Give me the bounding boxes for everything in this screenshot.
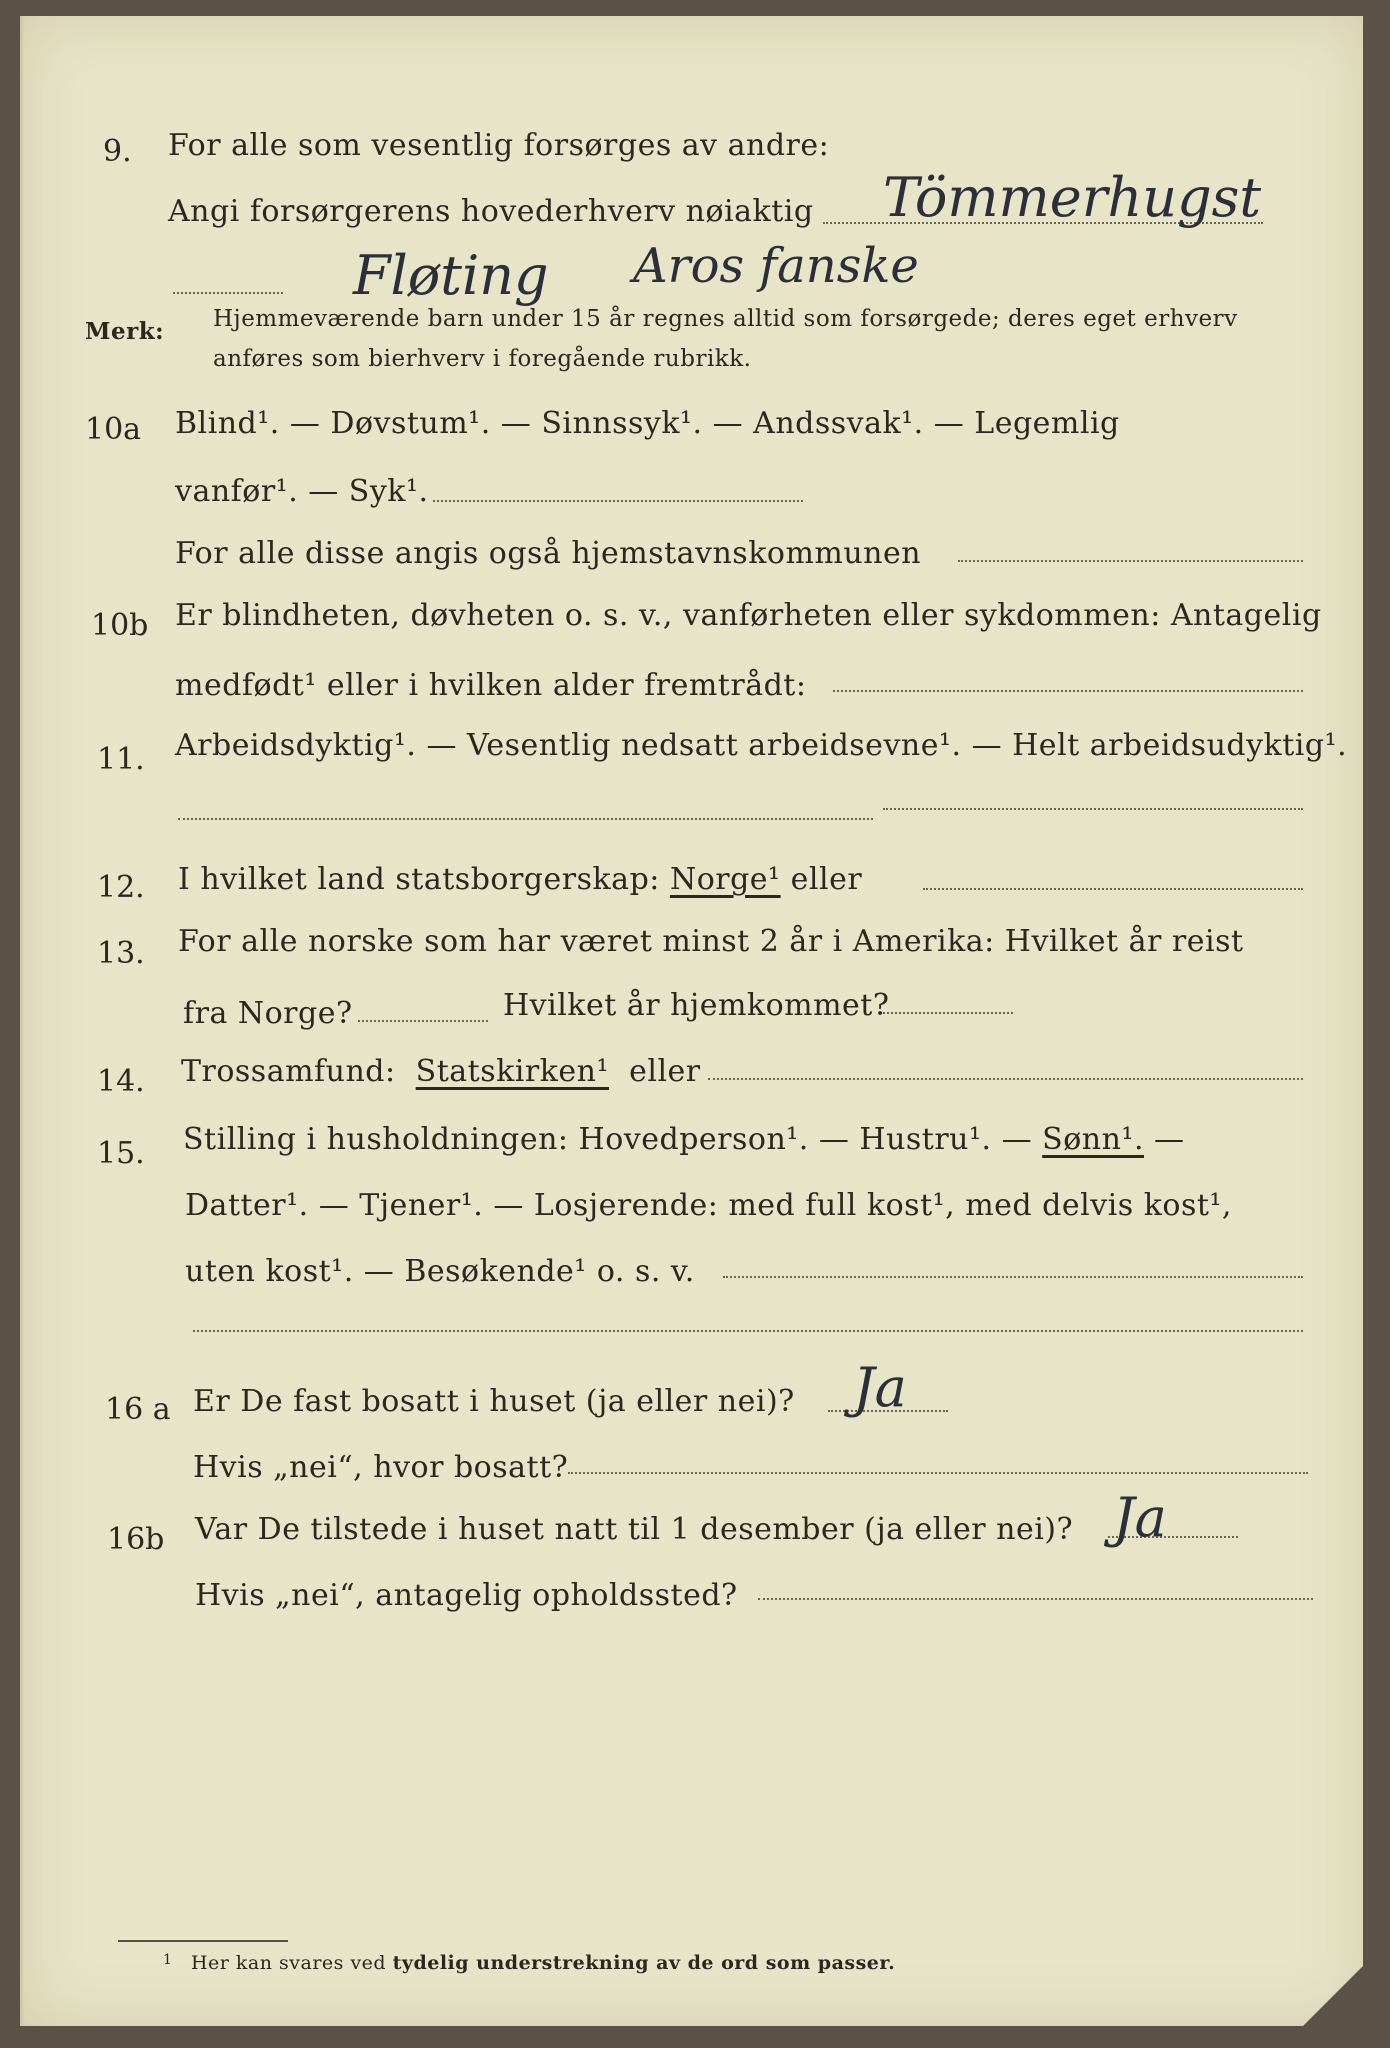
q16a-line1: Er De fast bosatt i huset (ja eller nei)? [193,1384,795,1419]
q16b-line1: Var De tilstede i huset natt til 1 desember (ja eller nei)? [195,1512,1074,1547]
q12-dotted-line [923,888,1303,890]
q9-answer-floting: Fløting [353,244,549,307]
q11-dotted-line [178,818,873,820]
footnote-pre: Her kan svares ved [190,1952,387,1974]
q13-dotted-line-2 [883,1012,1013,1014]
q10a-line1: Blind¹. — Døvstum¹. — Sinnssyk¹. — Andssvak¹. — Legemlig [175,406,1120,441]
q16a-answer: Ja [853,1356,907,1419]
q16b-number: 16b [107,1522,165,1557]
q12-number [97,870,145,905]
q9-answer-occupation: Tömmerhugst [883,166,1262,229]
footnote-bold: tydelig understrekning av de ord som passer. [392,1952,896,1974]
q15-line1-post: — [1154,1122,1185,1157]
q11-dotted-line-2 [883,808,1303,810]
q11-line1: Arbeidsdyktig¹. — Vesentlig nedsatt arbeidsevne¹. — Helt arbeidsudyktig¹. [175,728,1348,763]
q16a-dotted-line-2 [568,1472,1308,1474]
q10a-number: 10a [85,412,142,447]
q12-underlined: Norge¹ [669,862,781,897]
q15-line1 [183,1122,1185,1157]
q14-underlined: Statskirken¹ [415,1054,610,1089]
census-form-page [20,16,1363,2026]
q16b-dotted-line-2 [758,1598,1313,1600]
q14-number: 14. [97,1064,145,1099]
footnote-rule [118,1940,288,1942]
q16a-number: 16 a [105,1392,171,1427]
q10a-dotted-line [433,500,803,502]
q9-dotted-line-2 [173,292,283,294]
q10a-line3: For alle disse angis også hjemstavnskommunen [175,536,922,571]
q15-line1-pre: Stilling i husholdningen: Hovedperson¹. — Hustru¹. — [183,1122,1033,1157]
q11-number: 11. [97,742,145,777]
q15-dotted-line [723,1276,1303,1278]
q13-line2b: Hvilket år hjemkommet? [503,988,890,1023]
q10b-dotted-line [833,690,1303,692]
q13-line1: For alle norske som har været minst 2 år i Amerika: Hvilket år reist [178,924,1244,959]
q14-line [181,1054,701,1089]
torn-corner [1303,1966,1363,2026]
q10b-line1: Er blindheten, døvheten o. s. v., vanførheten eller sykdommen: Antagelig [175,598,1322,633]
q13-number: 13. [97,936,145,971]
q10a-dotted-line-2 [958,560,1303,562]
q14-pre: Trossamfund: [181,1054,396,1089]
q15-number: 15. [97,1136,145,1171]
q10b-line2: medfødt¹ eller i hvilken alder fremtrådt: [175,668,807,703]
q13-dotted-line [358,1020,488,1022]
q12-pre: I hvilket land statsborgerskap: [178,862,660,897]
q9-answer-place: Aros fanske [633,238,919,294]
q16a-line2: Hvis „nei“, hvor bosatt? [193,1450,569,1485]
q9-number: 9. [103,134,132,169]
q9-line1: For alle som vesentlig forsørges av andre: [168,128,830,163]
q12-post: eller [790,862,863,897]
merk-line1: Hjemmeværende barn under 15 år regnes alltid som forsørgede; deres eget erhverv [213,306,1238,332]
merk-line2: anføres som bierhverv i foregående rubrikk. [213,346,752,372]
q9-line2: Angi forsørgerens hovederhverv nøiaktig [168,194,814,229]
q14-dotted-line [708,1078,1303,1080]
q15-dotted-line-2 [193,1330,1303,1332]
q15-underlined: Sønn¹. [1042,1122,1144,1157]
q16b-line2: Hvis „nei“, antagelig opholdssted? [195,1578,738,1613]
footnote-mark: 1 [163,1952,173,1968]
merk-label: Merk: [85,318,165,345]
q13-line2a: fra Norge? [183,996,353,1031]
q10a-line2: vanfør¹. — Syk¹. [175,474,429,509]
q12-number-text: 12. [97,870,145,905]
q15-line3: uten kost¹. — Besøkende¹ o. s. v. [185,1254,695,1289]
q16b-answer: Ja [1113,1486,1167,1549]
q15-line2: Datter¹. — Tjener¹. — Losjerende: med full kost¹, med delvis kost¹, [185,1188,1232,1223]
q10b-number: 10b [91,608,149,643]
footnote [163,1952,895,1974]
q12-line [178,862,862,897]
q14-post: eller [629,1054,701,1089]
